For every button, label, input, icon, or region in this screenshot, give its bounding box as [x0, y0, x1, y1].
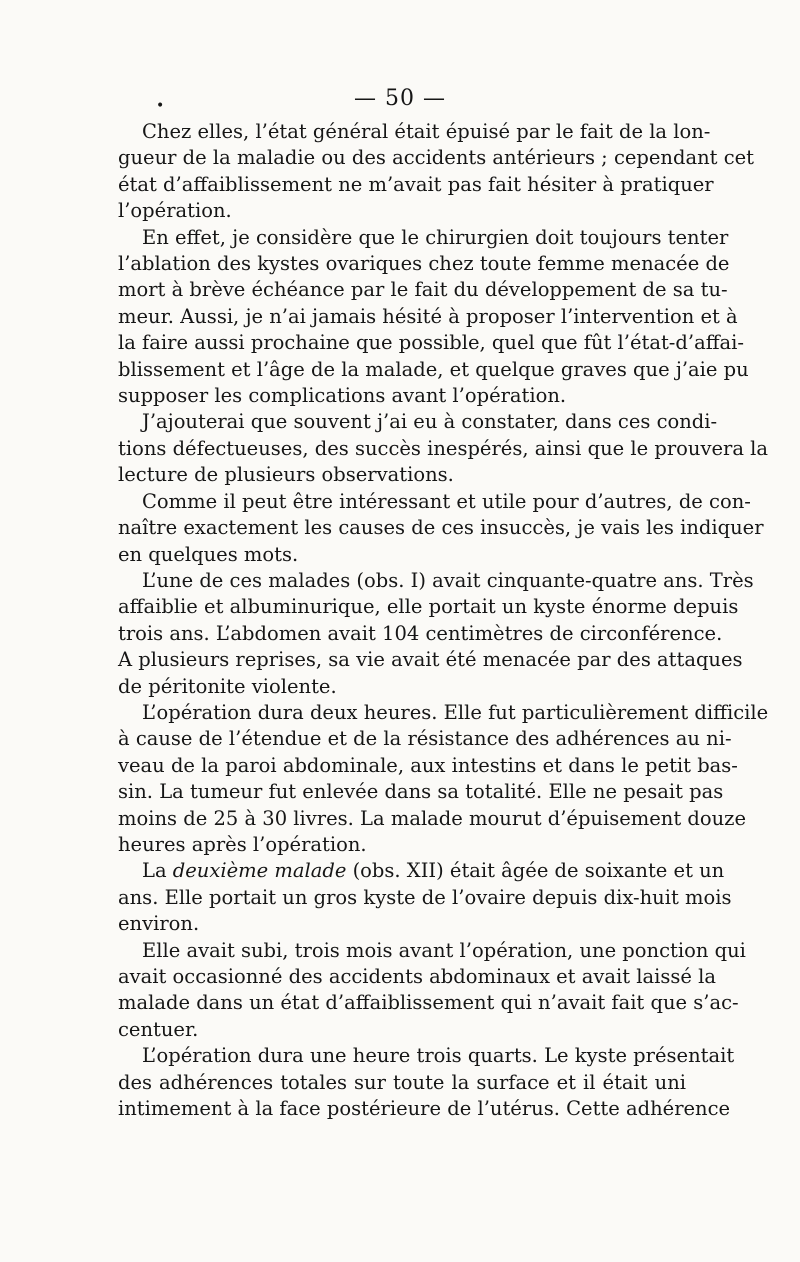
text-line: L’opération dura deux heures. Elle fut particulièrement difficile: [142, 700, 769, 724]
page-mark: •: [156, 98, 165, 114]
text-line: L’une de ces malades (obs. I) avait cinquante-quatre ans. Très: [142, 568, 754, 592]
text-line: moins de 25 à 30 livres. La malade mourut d’épuisement douze: [118, 806, 746, 830]
body-text: [118, 119, 769, 1122]
text-line: centuer.: [118, 1017, 199, 1041]
text-line: veau de la paroi abdominale, aux intestins et dans le petit bas-: [118, 753, 738, 777]
text-line: heures après l’opération.: [118, 832, 367, 856]
text-line: de péritonite violente.: [118, 674, 337, 698]
text-line: Comme il peut être intéressant et utile pour d’autres, de con-: [142, 489, 751, 513]
text-line: sin. La tumeur fut enlevée dans sa totalité. Elle ne pesait pas: [118, 780, 724, 804]
text-line: blissement et l’âge de la malade, et quelque graves que j’aie pu: [118, 357, 749, 381]
text-line: des adhérences totales sur toute la surface et il était uni: [118, 1070, 686, 1094]
text-line: la faire aussi prochaine que possible, quel que fût l’état-d’affai-: [118, 331, 745, 355]
text-line: ans. Elle portait un gros kyste de l’ovaire depuis dix-huit mois: [118, 885, 732, 909]
text-segment: La: [142, 859, 173, 883]
text-line: en quelques mots.: [118, 542, 299, 566]
text-line: mort à brève échéance par le fait du développement de sa tu-: [118, 278, 728, 302]
text-line: L’opération dura une heure trois quarts. Le kyste présentait: [142, 1044, 735, 1068]
text-line: l’opération.: [118, 199, 232, 223]
text-line: à cause de l’étendue et de la résistance des adhérences au ni-: [118, 727, 732, 751]
page-number: — 50 —: [354, 86, 446, 111]
text-line: [118, 858, 725, 884]
text-line: supposer les complications avant l’opération.: [118, 384, 567, 408]
text-line: affaiblie et albuminurique, elle portait un kyste énorme depuis: [118, 595, 739, 619]
text-line: meur. Aussi, je n’ai jamais hésité à proposer l’intervention et à: [118, 304, 738, 328]
text-line: intimement à la face postérieure de l’utérus. Cette adhérence: [118, 1097, 731, 1121]
text-line: tions défectueuses, des succès inespérés, ainsi que le prouvera la: [118, 436, 769, 460]
text-line: A plusieurs reprises, sa vie avait été menacée par des attaques: [118, 648, 743, 672]
text-line: trois ans. L’abdomen avait 104 centimètres de circonférence.: [118, 621, 723, 645]
text-segment: (obs. XII) était âgée de soixante et un: [346, 859, 725, 883]
italic-term: deuxième malade: [172, 859, 347, 883]
text-line: En effet, je considère que le chirurgien doit toujours tenter: [142, 225, 729, 249]
text-line: Elle avait subi, trois mois avant l’opération, une ponction qui: [142, 938, 746, 962]
text-line: l’ablation des kystes ovariques chez toute femme menacée de: [118, 252, 730, 276]
text-line: environ.: [118, 912, 200, 936]
text-line: état d’affaiblissement ne m’avait pas fait hésiter à pratiquer: [118, 172, 714, 196]
text-line: avait occasionné des accidents abdominaux et avait laissé la: [118, 965, 716, 988]
text-line: naître exactement les causes de ces insuccès, je vais les indiquer: [118, 516, 764, 540]
text-line: Chez elles, l’état général était épuisé par le fait de la lon-: [142, 120, 711, 143]
text-line: lecture de plusieurs observations.: [118, 463, 454, 487]
text-line: J’ajouterai que souvent j’ai eu à constater, dans ces condi-: [142, 410, 718, 434]
text-line: malade dans un état d’affaiblissement qui n’avait fait que s’ac-: [118, 991, 739, 1015]
text-line: gueur de la maladie ou des accidents antérieurs ; cependant cet: [118, 146, 754, 170]
